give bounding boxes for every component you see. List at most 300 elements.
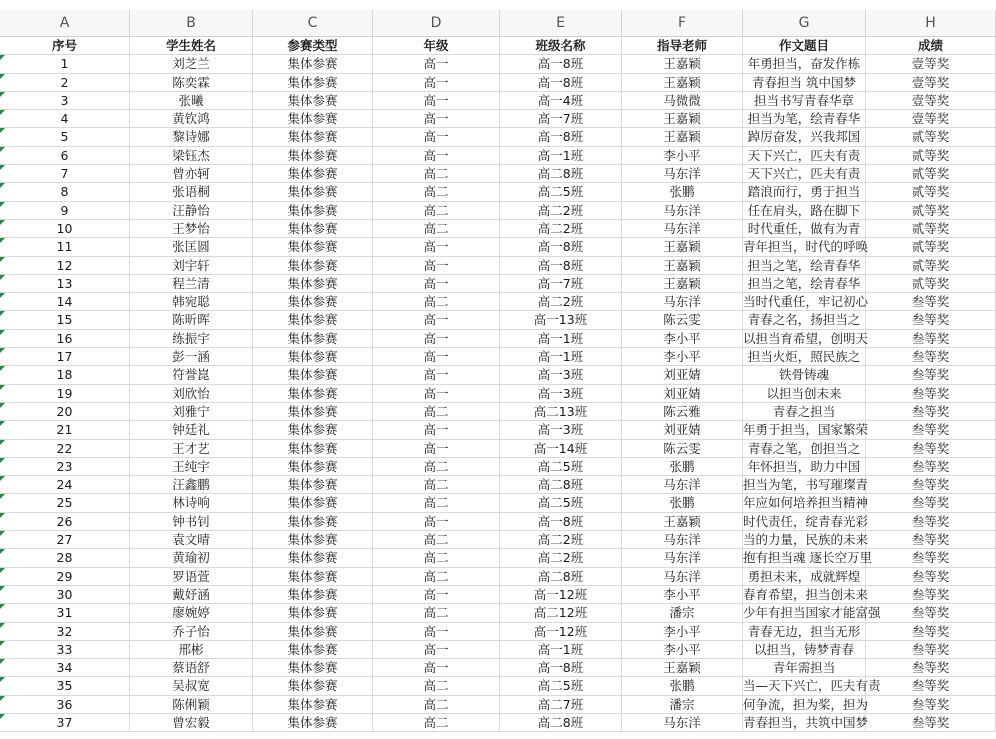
- table-cell[interactable]: [0, 421, 130, 439]
- table-cell[interactable]: [866, 421, 996, 439]
- table-cell[interactable]: [0, 110, 130, 128]
- table-cell[interactable]: [743, 696, 869, 714]
- table-cell[interactable]: [0, 257, 130, 275]
- table-cell[interactable]: [0, 586, 130, 604]
- table-cell[interactable]: [622, 513, 743, 531]
- table-cell[interactable]: [0, 403, 130, 421]
- table-cell[interactable]: [500, 330, 622, 348]
- table-cell[interactable]: [866, 513, 996, 531]
- table-cell[interactable]: [373, 110, 500, 128]
- table-cell[interactable]: [743, 183, 866, 201]
- table-cell[interactable]: [743, 641, 866, 659]
- table-cell[interactable]: [373, 183, 500, 201]
- table-cell[interactable]: [743, 476, 869, 494]
- table-cell[interactable]: [622, 275, 743, 293]
- header-cell[interactable]: 年级: [373, 37, 500, 55]
- table-cell[interactable]: [130, 257, 253, 275]
- table-cell[interactable]: [622, 238, 743, 256]
- table-cell[interactable]: [743, 677, 881, 695]
- table-cell[interactable]: [130, 604, 253, 622]
- table-cell[interactable]: [373, 385, 500, 403]
- table-cell[interactable]: [866, 659, 996, 677]
- table-cell[interactable]: [500, 293, 622, 311]
- table-cell[interactable]: [130, 128, 253, 146]
- table-cell[interactable]: [866, 604, 996, 622]
- table-cell[interactable]: [373, 604, 500, 622]
- table-cell[interactable]: [253, 147, 373, 165]
- table-cell[interactable]: [373, 403, 500, 421]
- table-cell[interactable]: [373, 366, 500, 384]
- table-cell[interactable]: [866, 623, 996, 641]
- table-cell[interactable]: [743, 623, 866, 641]
- table-cell[interactable]: [866, 440, 996, 458]
- table-cell[interactable]: [253, 641, 373, 659]
- table-cell[interactable]: [130, 458, 253, 476]
- table-cell[interactable]: [866, 385, 996, 403]
- table-cell[interactable]: [866, 696, 996, 714]
- table-cell[interactable]: [130, 403, 253, 421]
- table-cell[interactable]: [622, 385, 743, 403]
- table-cell[interactable]: [500, 74, 622, 92]
- table-cell[interactable]: [373, 147, 500, 165]
- table-cell[interactable]: [373, 440, 500, 458]
- table-cell[interactable]: [253, 74, 373, 92]
- table-cell[interactable]: [373, 202, 500, 220]
- table-cell[interactable]: [743, 110, 866, 128]
- table-cell[interactable]: [130, 330, 253, 348]
- header-cell[interactable]: 参赛类型: [253, 37, 373, 55]
- table-cell[interactable]: [622, 549, 743, 567]
- table-cell[interactable]: [866, 330, 996, 348]
- column-header-a[interactable]: A: [0, 10, 130, 36]
- table-cell[interactable]: [866, 55, 996, 73]
- table-cell[interactable]: [500, 366, 622, 384]
- table-cell[interactable]: [500, 385, 622, 403]
- table-cell[interactable]: [373, 476, 500, 494]
- table-cell[interactable]: [743, 385, 866, 403]
- table-cell[interactable]: [130, 659, 253, 677]
- table-cell[interactable]: [130, 586, 253, 604]
- table-cell[interactable]: [253, 293, 373, 311]
- table-cell[interactable]: [253, 348, 373, 366]
- header-cell[interactable]: 班级名称: [500, 37, 622, 55]
- table-cell[interactable]: [743, 165, 866, 183]
- table-cell[interactable]: [500, 568, 622, 586]
- table-cell[interactable]: [373, 330, 500, 348]
- table-cell[interactable]: [500, 257, 622, 275]
- table-cell[interactable]: [866, 549, 996, 567]
- table-cell[interactable]: [500, 110, 622, 128]
- table-cell[interactable]: [500, 641, 622, 659]
- table-cell[interactable]: [130, 549, 253, 567]
- table-cell[interactable]: [743, 604, 881, 622]
- table-cell[interactable]: [373, 92, 500, 110]
- table-cell[interactable]: [373, 568, 500, 586]
- header-cell[interactable]: 成绩: [866, 37, 996, 55]
- table-cell[interactable]: [0, 348, 130, 366]
- table-cell[interactable]: [0, 92, 130, 110]
- table-cell[interactable]: [866, 714, 996, 732]
- table-cell[interactable]: [622, 586, 743, 604]
- table-cell[interactable]: [500, 128, 622, 146]
- table-cell[interactable]: [130, 623, 253, 641]
- table-cell[interactable]: [622, 183, 743, 201]
- table-cell[interactable]: [0, 641, 130, 659]
- table-cell[interactable]: [373, 586, 500, 604]
- table-cell[interactable]: [0, 165, 130, 183]
- table-cell[interactable]: [0, 714, 130, 732]
- table-cell[interactable]: [500, 55, 622, 73]
- table-cell[interactable]: [253, 330, 373, 348]
- table-cell[interactable]: [622, 202, 743, 220]
- table-cell[interactable]: [622, 421, 743, 439]
- table-cell[interactable]: [866, 202, 996, 220]
- table-cell[interactable]: [622, 74, 743, 92]
- table-cell[interactable]: [743, 74, 866, 92]
- table-cell[interactable]: [500, 147, 622, 165]
- table-cell[interactable]: [500, 165, 622, 183]
- column-header-b[interactable]: B: [130, 10, 253, 36]
- table-cell[interactable]: [622, 677, 743, 695]
- table-cell[interactable]: [130, 366, 253, 384]
- table-cell[interactable]: [866, 311, 996, 329]
- header-cell[interactable]: 作文题目: [743, 37, 866, 55]
- table-cell[interactable]: [253, 623, 373, 641]
- table-cell[interactable]: [373, 257, 500, 275]
- table-cell[interactable]: [500, 623, 622, 641]
- table-cell[interactable]: [253, 476, 373, 494]
- table-cell[interactable]: [622, 147, 743, 165]
- table-cell[interactable]: [743, 311, 866, 329]
- table-cell[interactable]: [130, 440, 253, 458]
- table-cell[interactable]: [373, 421, 500, 439]
- table-cell[interactable]: [622, 110, 743, 128]
- table-cell[interactable]: [866, 147, 996, 165]
- table-cell[interactable]: [373, 128, 500, 146]
- table-cell[interactable]: [0, 183, 130, 201]
- table-cell[interactable]: [373, 659, 500, 677]
- table-cell[interactable]: [500, 458, 622, 476]
- table-cell[interactable]: [373, 677, 500, 695]
- table-cell[interactable]: [130, 110, 253, 128]
- table-cell[interactable]: [253, 238, 373, 256]
- table-cell[interactable]: [253, 257, 373, 275]
- table-cell[interactable]: [866, 458, 996, 476]
- table-cell[interactable]: [743, 348, 866, 366]
- table-cell[interactable]: [866, 476, 996, 494]
- table-cell[interactable]: [373, 220, 500, 238]
- table-cell[interactable]: [866, 348, 996, 366]
- table-cell[interactable]: [0, 568, 130, 586]
- table-cell[interactable]: [866, 494, 996, 512]
- table-cell[interactable]: [0, 494, 130, 512]
- column-header-h[interactable]: H: [866, 10, 996, 36]
- table-cell[interactable]: [253, 128, 373, 146]
- table-cell[interactable]: [0, 385, 130, 403]
- table-cell[interactable]: [743, 202, 866, 220]
- table-cell[interactable]: [0, 238, 130, 256]
- table-cell[interactable]: [500, 348, 622, 366]
- table-cell[interactable]: [622, 165, 743, 183]
- table-cell[interactable]: [622, 403, 743, 421]
- header-cell[interactable]: 序号: [0, 37, 130, 55]
- table-cell[interactable]: [373, 494, 500, 512]
- table-cell[interactable]: [622, 293, 743, 311]
- table-cell[interactable]: [500, 403, 622, 421]
- table-cell[interactable]: [130, 220, 253, 238]
- table-cell[interactable]: [130, 147, 253, 165]
- table-cell[interactable]: [373, 311, 500, 329]
- table-cell[interactable]: [500, 202, 622, 220]
- table-cell[interactable]: [373, 458, 500, 476]
- table-cell[interactable]: [253, 110, 373, 128]
- table-cell[interactable]: [130, 202, 253, 220]
- table-cell[interactable]: [253, 458, 373, 476]
- table-cell[interactable]: [743, 92, 866, 110]
- table-cell[interactable]: [130, 568, 253, 586]
- table-cell[interactable]: [866, 110, 996, 128]
- table-cell[interactable]: [0, 220, 130, 238]
- table-cell[interactable]: [373, 55, 500, 73]
- table-cell[interactable]: [866, 257, 996, 275]
- table-cell[interactable]: [743, 128, 866, 146]
- table-cell[interactable]: [743, 714, 869, 732]
- table-cell[interactable]: [622, 494, 743, 512]
- table-cell[interactable]: [253, 366, 373, 384]
- table-cell[interactable]: [622, 220, 743, 238]
- table-cell[interactable]: [373, 714, 500, 732]
- table-cell[interactable]: [253, 494, 373, 512]
- table-cell[interactable]: [622, 641, 743, 659]
- table-cell[interactable]: [253, 55, 373, 73]
- table-cell[interactable]: [866, 128, 996, 146]
- table-cell[interactable]: [743, 586, 869, 604]
- table-cell[interactable]: [0, 330, 130, 348]
- table-cell[interactable]: [0, 513, 130, 531]
- column-header-f[interactable]: F: [622, 10, 743, 36]
- table-cell[interactable]: [743, 330, 869, 348]
- table-cell[interactable]: [373, 549, 500, 567]
- table-cell[interactable]: [500, 696, 622, 714]
- table-cell[interactable]: [130, 531, 253, 549]
- table-cell[interactable]: [866, 238, 996, 256]
- table-cell[interactable]: [622, 366, 743, 384]
- table-cell[interactable]: [0, 476, 130, 494]
- header-cell[interactable]: 指导老师: [622, 37, 743, 55]
- column-header-d[interactable]: D: [373, 10, 500, 36]
- table-cell[interactable]: [373, 74, 500, 92]
- table-cell[interactable]: [130, 494, 253, 512]
- table-cell[interactable]: [253, 183, 373, 201]
- table-cell[interactable]: [743, 531, 869, 549]
- table-cell[interactable]: [622, 604, 743, 622]
- table-cell[interactable]: [743, 494, 869, 512]
- table-cell[interactable]: [622, 330, 743, 348]
- table-cell[interactable]: [743, 238, 869, 256]
- table-cell[interactable]: [130, 92, 253, 110]
- table-cell[interactable]: [622, 659, 743, 677]
- table-cell[interactable]: [373, 238, 500, 256]
- table-cell[interactable]: [866, 568, 996, 586]
- table-cell[interactable]: [0, 549, 130, 567]
- table-cell[interactable]: [622, 476, 743, 494]
- table-cell[interactable]: [500, 513, 622, 531]
- table-cell[interactable]: [0, 55, 130, 73]
- table-cell[interactable]: [743, 275, 866, 293]
- table-cell[interactable]: [130, 714, 253, 732]
- table-cell[interactable]: [866, 220, 996, 238]
- table-cell[interactable]: [866, 275, 996, 293]
- table-cell[interactable]: [743, 513, 869, 531]
- table-cell[interactable]: [130, 74, 253, 92]
- table-cell[interactable]: [130, 293, 253, 311]
- table-cell[interactable]: [0, 275, 130, 293]
- table-cell[interactable]: [500, 238, 622, 256]
- table-cell[interactable]: [253, 403, 373, 421]
- table-cell[interactable]: [500, 494, 622, 512]
- table-cell[interactable]: [743, 458, 866, 476]
- table-cell[interactable]: [373, 348, 500, 366]
- table-cell[interactable]: [500, 440, 622, 458]
- table-cell[interactable]: [253, 385, 373, 403]
- table-cell[interactable]: [743, 366, 866, 384]
- table-cell[interactable]: [866, 586, 996, 604]
- table-cell[interactable]: [622, 531, 743, 549]
- table-cell[interactable]: [130, 348, 253, 366]
- table-cell[interactable]: [866, 74, 996, 92]
- table-cell[interactable]: [130, 421, 253, 439]
- table-cell[interactable]: [622, 128, 743, 146]
- table-cell[interactable]: [253, 586, 373, 604]
- table-cell[interactable]: [253, 275, 373, 293]
- column-header-e[interactable]: E: [500, 10, 622, 36]
- table-cell[interactable]: [253, 659, 373, 677]
- table-cell[interactable]: [0, 604, 130, 622]
- table-cell[interactable]: [253, 202, 373, 220]
- table-cell[interactable]: [743, 220, 866, 238]
- table-cell[interactable]: [373, 513, 500, 531]
- table-cell[interactable]: [253, 513, 373, 531]
- table-cell[interactable]: [0, 677, 130, 695]
- table-cell[interactable]: [0, 440, 130, 458]
- table-cell[interactable]: [622, 440, 743, 458]
- table-cell[interactable]: [866, 403, 996, 421]
- table-cell[interactable]: [622, 696, 743, 714]
- table-cell[interactable]: [130, 476, 253, 494]
- table-cell[interactable]: [0, 74, 130, 92]
- table-cell[interactable]: [622, 348, 743, 366]
- table-cell[interactable]: [622, 623, 743, 641]
- table-cell[interactable]: [0, 458, 130, 476]
- table-cell[interactable]: [373, 696, 500, 714]
- table-cell[interactable]: [622, 458, 743, 476]
- table-cell[interactable]: [866, 165, 996, 183]
- table-cell[interactable]: [0, 293, 130, 311]
- table-cell[interactable]: [500, 604, 622, 622]
- table-cell[interactable]: [253, 531, 373, 549]
- table-cell[interactable]: [253, 549, 373, 567]
- table-cell[interactable]: [130, 238, 253, 256]
- table-cell[interactable]: [130, 513, 253, 531]
- table-cell[interactable]: [743, 403, 866, 421]
- table-cell[interactable]: [253, 677, 373, 695]
- table-cell[interactable]: [622, 311, 743, 329]
- table-cell[interactable]: [130, 641, 253, 659]
- column-header-g[interactable]: G: [743, 10, 866, 36]
- table-cell[interactable]: [500, 92, 622, 110]
- header-cell[interactable]: 学生姓名: [130, 37, 253, 55]
- table-cell[interactable]: [130, 677, 253, 695]
- table-cell[interactable]: [130, 165, 253, 183]
- table-cell[interactable]: [500, 220, 622, 238]
- table-cell[interactable]: [500, 476, 622, 494]
- table-cell[interactable]: [373, 293, 500, 311]
- table-cell[interactable]: [130, 385, 253, 403]
- table-cell[interactable]: [0, 128, 130, 146]
- table-cell[interactable]: [253, 220, 373, 238]
- table-cell[interactable]: [743, 659, 866, 677]
- table-cell[interactable]: [253, 165, 373, 183]
- table-cell[interactable]: [743, 440, 866, 458]
- table-cell[interactable]: [253, 421, 373, 439]
- table-cell[interactable]: [743, 293, 869, 311]
- table-cell[interactable]: [500, 714, 622, 732]
- table-cell[interactable]: [500, 183, 622, 201]
- table-cell[interactable]: [500, 659, 622, 677]
- table-cell[interactable]: [866, 92, 996, 110]
- table-cell[interactable]: [866, 531, 996, 549]
- column-header-c[interactable]: C: [253, 10, 373, 36]
- table-cell[interactable]: [622, 257, 743, 275]
- table-cell[interactable]: [0, 202, 130, 220]
- table-cell[interactable]: [743, 549, 872, 567]
- table-cell[interactable]: [130, 55, 253, 73]
- table-cell[interactable]: [0, 531, 130, 549]
- table-cell[interactable]: [500, 275, 622, 293]
- table-cell[interactable]: [622, 92, 743, 110]
- table-cell[interactable]: [500, 677, 622, 695]
- table-cell[interactable]: [743, 568, 866, 586]
- table-cell[interactable]: [373, 165, 500, 183]
- table-cell[interactable]: [866, 677, 996, 695]
- table-cell[interactable]: [866, 293, 996, 311]
- table-cell[interactable]: [622, 714, 743, 732]
- table-cell[interactable]: [866, 641, 996, 659]
- table-cell[interactable]: [0, 311, 130, 329]
- table-cell[interactable]: [130, 275, 253, 293]
- table-cell[interactable]: [253, 604, 373, 622]
- table-cell[interactable]: [253, 440, 373, 458]
- table-cell[interactable]: [743, 147, 866, 165]
- table-cell[interactable]: [373, 623, 500, 641]
- table-cell[interactable]: [866, 183, 996, 201]
- table-cell[interactable]: [253, 714, 373, 732]
- table-cell[interactable]: [130, 311, 253, 329]
- table-cell[interactable]: [500, 549, 622, 567]
- table-cell[interactable]: [253, 311, 373, 329]
- table-cell[interactable]: [130, 183, 253, 201]
- table-cell[interactable]: [253, 568, 373, 586]
- table-cell[interactable]: [866, 366, 996, 384]
- table-cell[interactable]: [0, 147, 130, 165]
- table-cell[interactable]: [253, 92, 373, 110]
- table-cell[interactable]: [373, 641, 500, 659]
- table-cell[interactable]: [743, 257, 866, 275]
- table-cell[interactable]: [622, 568, 743, 586]
- table-cell[interactable]: [500, 311, 622, 329]
- table-cell[interactable]: [500, 531, 622, 549]
- table-cell[interactable]: [253, 696, 373, 714]
